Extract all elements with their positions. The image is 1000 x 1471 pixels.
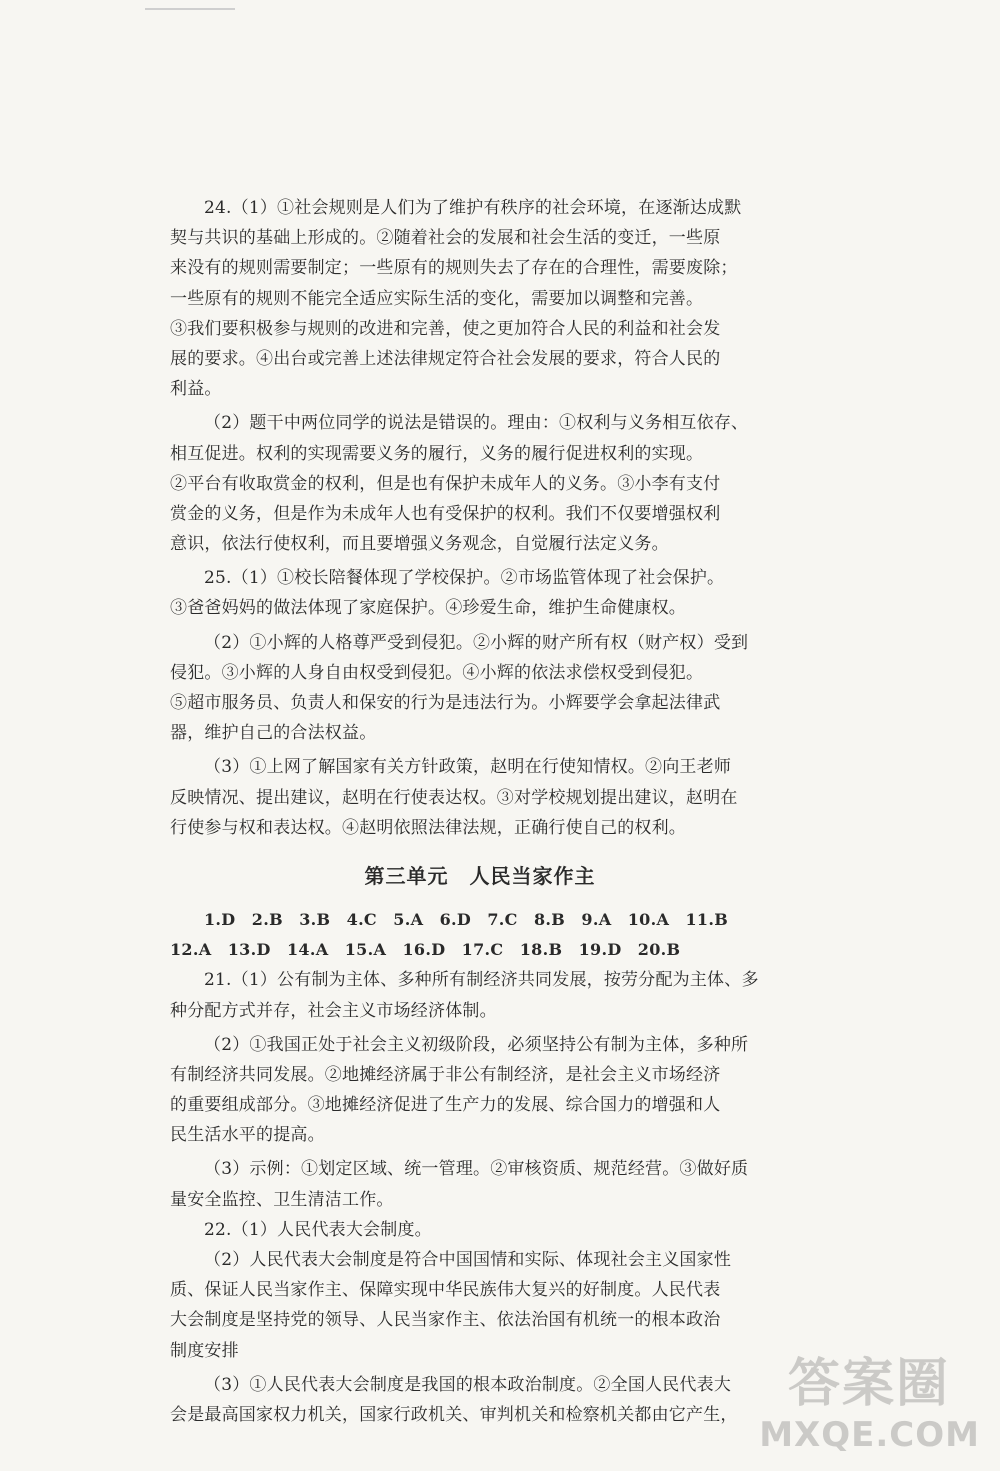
q24-block — [170, 193, 790, 559]
text-line: 契与共识的基础上形成的。②随着社会的发展和社会生活的变迁，一些原 — [170, 228, 721, 249]
text-line: 民生活水平的提高。 — [170, 1125, 325, 1146]
q25-part1 — [170, 563, 790, 623]
watermark-logo-text: 答案圈 — [787, 1354, 950, 1414]
text-line: 24.（1）①社会规则是人们为了维护有秩序的社会环境，在逐渐达成默 — [204, 198, 742, 218]
q21-part2 — [170, 1030, 790, 1151]
text-line: 器，维护自己的合法权益。 — [170, 723, 377, 744]
text-line: 展的要求。④出台或完善上述法律规定符合社会发展的要求，符合人民的 — [170, 348, 721, 369]
text-line: ③我们要积极参与规则的改进和完善，使之更加符合人民的利益和社会发 — [170, 318, 721, 339]
watermark-url: MXQE.COM — [759, 1415, 980, 1455]
text-line: 一些原有的规则不能完全适应实际生活的变化，需要加以调整和完善。 — [170, 288, 704, 309]
text-line: 22.（1）人民代表大会制度。 — [204, 1219, 432, 1240]
text-line: 质、保证人民当家作主、保障实现中华民族伟大复兴的好制度。人民代表 — [170, 1280, 721, 1301]
q21-part1 — [170, 965, 790, 1025]
text-line: 有制经济共同发展。②地摊经济属于非公有制经济，是社会主义市场经济 — [170, 1064, 721, 1085]
text-line: 种分配方式并存，社会主义市场经济体制。 — [170, 1000, 497, 1021]
q25-block — [170, 563, 790, 843]
q25-part3 — [170, 752, 790, 843]
top-rule — [145, 8, 235, 10]
q21-part3 — [170, 1154, 790, 1214]
q24-part1 — [170, 193, 790, 404]
text-line: （3）①人民代表大会制度是我国的根本政治制度。②全国人民代表大 — [204, 1374, 732, 1395]
text-line: （3）①上网了解国家有关方针政策，赵明在行使知情权。②向王老师 — [204, 757, 732, 778]
answer-row: 1.D 2.B 3.B 4.C 5.A 6.D 7.C 8.B 9.A 10.A 11.B — [204, 909, 729, 929]
text-line: 侵犯。③小辉的人身自由权受到侵犯。④小辉的依法求偿权受到侵犯。 — [170, 662, 704, 683]
text-line: ⑤超市服务员、负责人和保安的行为是违法行为。小辉要学会拿起法律武 — [170, 693, 721, 713]
text-line: 意识，依法行使权利，而且要增强义务观念，自觉履行法定义务。 — [170, 534, 669, 555]
q24-part2 — [170, 408, 790, 559]
unit-heading: 第三单元 人民当家作主 — [364, 863, 596, 888]
text-line: 相互促进。权利的实现需要义务的履行，义务的履行促进权利的实现。 — [170, 443, 704, 464]
q25-part2 — [170, 628, 790, 749]
answer-content — [170, 193, 790, 1430]
text-line: 量安全监控、卫生清洁工作。 — [170, 1189, 394, 1210]
text-line: ③爸爸妈妈的做法体现了家庭保护。④珍爱生命，维护生命健康权。 — [170, 598, 686, 619]
text-line: 25.（1）①校长陪餐体现了学校保护。②市场监管体现了社会保护。 — [204, 568, 725, 589]
text-line: （2）人民代表大会制度是符合中国国情和实际、体现社会主义国家性 — [204, 1250, 732, 1270]
text-line: （3）示例：①划定区域、统一管理。②审核资质、规范经营。③做好质 — [204, 1159, 749, 1180]
q22-part1 — [170, 1215, 790, 1245]
text-line: 行使参与权和表达权。④赵明依照法律法规，正确行使自己的权利。 — [170, 817, 686, 838]
text-line: 的重要组成部分。③地摊经济促进了生产力的发展、综合国力的增强和人 — [170, 1095, 721, 1116]
q22-part2 — [170, 1245, 790, 1366]
text-line: 反映情况、提出建议，赵明在行使表达权。③对学校规划提出建议，赵明在 — [170, 787, 738, 808]
text-line: 制度安排 — [170, 1340, 239, 1361]
q21-block — [170, 965, 790, 1215]
text-line: （2）①我国正处于社会主义初级阶段，必须坚持公有制为主体，多种所 — [204, 1034, 749, 1055]
text-line: 21.（1）公有制为主体、多种所有制经济共同发展，按劳分配为主体、多 — [204, 970, 759, 991]
q22-block — [170, 1215, 790, 1430]
text-line: 来没有的规则需要制定；一些原有的规则失去了存在的合理性，需要废除； — [170, 258, 738, 279]
text-line: （2）①小辉的人格尊严受到侵犯。②小辉的财产所有权（财产权）受到 — [204, 632, 749, 653]
site-watermark — [750, 1341, 980, 1461]
text-line: 会是最高国家权力机关，国家行政机关、审判机关和检察机关都由它产生， — [170, 1404, 738, 1425]
text-line: 大会制度是坚持党的领导、人民当家作主、依法治国有机统一的根本政治 — [170, 1310, 721, 1331]
text-line: 利益。 — [170, 379, 222, 400]
q22-part3 — [170, 1370, 790, 1430]
answer-row: 12.A 13.D 14.A 15.A 16.D 17.C 18.B 19.D 20.B — [170, 940, 681, 960]
text-line: ②平台有收取赏金的权利，但是也有保护未成年人的义务。③小李有支付 — [170, 473, 721, 494]
text-line: （2）题干中两位同学的说法是错误的。理由：①权利与义务相互依存、 — [204, 413, 749, 434]
text-line: 赏金的义务，但是作为未成年人也有受保护的权利。我们不仅要增强权利 — [170, 503, 721, 524]
multiple-choice-answers — [170, 905, 790, 965]
